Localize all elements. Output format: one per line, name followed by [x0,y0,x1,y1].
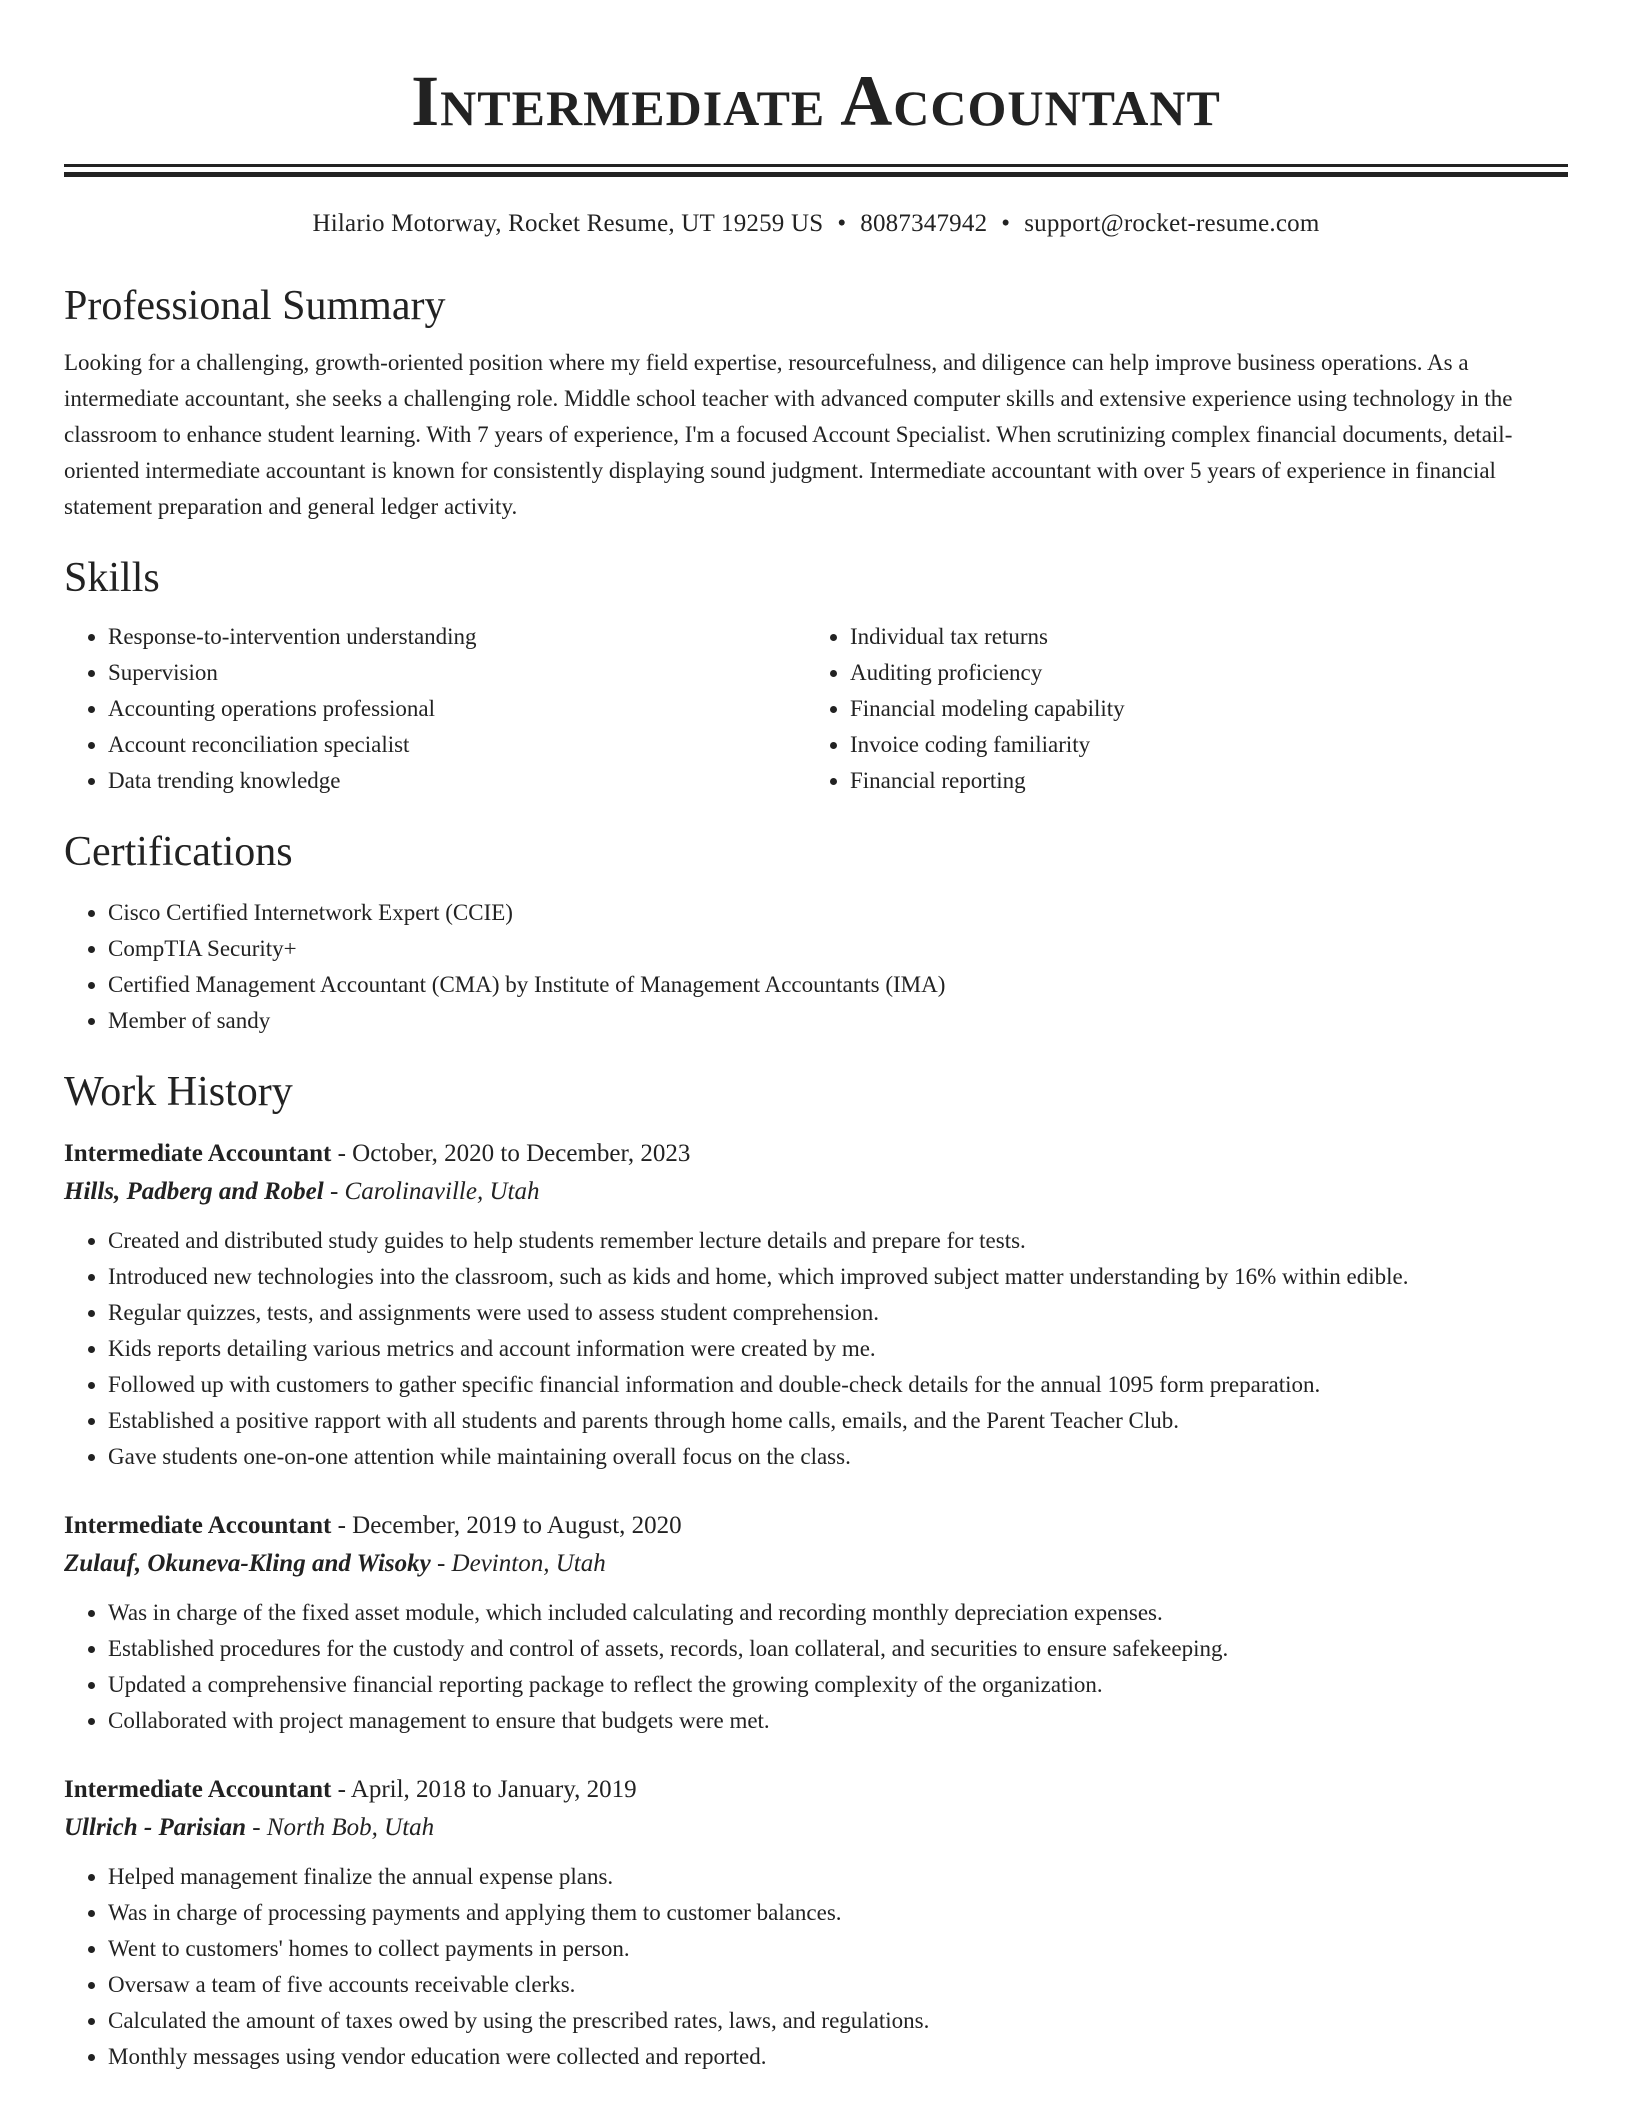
job-bullet: • Calculated the amount of taxes owed by using the prescribed rates, laws, and regulations. [108,2003,1568,2039]
skill-item: • Auditing proficiency [850,655,1548,691]
job-bullet: • Followed up with customers to gather specific financial information and double-check details for the annual 1095 form preparation. [108,1367,1568,1403]
resume-page [64,0,1568,2075]
job-location: - Devinton, Utah [430,1550,606,1577]
job-title-line [64,1771,1568,1809]
certification-item: • Member of sandy [108,1003,1568,1039]
job-entry [64,1135,1568,1475]
job-bullets [64,1595,1568,1739]
certifications-heading: Certifications [64,829,293,875]
skill-item: • Supervision [108,655,806,691]
job-entry [64,1771,1568,2075]
skill-item: • Account reconciliation specialist [108,727,806,763]
job-dates: - December, 2019 to August, 2020 [331,1512,682,1539]
resume-title: Intermediate Accountant [411,61,1221,141]
summary-section [64,279,1568,525]
job-company-line [64,1173,1568,1211]
skill-item: • Invoice coding familiarity [850,727,1548,763]
job-bullet: • Regular quizzes, tests, and assignments were used to assess student comprehension. [108,1295,1568,1331]
job-bullet: • Collaborated with project management to ensure that budgets were met. [108,1703,1568,1739]
skill-item: • Financial reporting [850,763,1548,799]
job-bullet: • Established a positive rapport with all students and parents through home calls, emails, and the Parent Teacher Club. [108,1403,1568,1439]
job-title: Intermediate Accountant [64,1140,332,1167]
job-company-line [64,1545,1568,1583]
contact-line [64,207,1568,241]
job-title: Intermediate Accountant [64,1512,332,1539]
skills-section [64,551,1568,799]
title-divider-bottom [64,172,1568,177]
work-history-heading: Work History [64,1069,293,1115]
skills-heading: Skills [64,555,160,601]
contact-email: support@rocket-resume.com [1024,210,1320,237]
job-bullets [64,1223,1568,1475]
job-bullet: • Introduced new technologies into the classroom, such as kids and home, which improved subject matter understanding by 16% within edible. [108,1259,1568,1295]
summary-text: Looking for a challenging, growth-oriented position where my field expertise, resourcefulness, and diligence can help improve business operations. As a intermediate accountant, she seeks a challenging role. Middle school teacher with advanced computer skills and extensive experience using technology in the classroom to enhance student learning. With 7 years of experience, I'm a focused Account Specialist. When scrutinizing complex financial documents, detail-oriented intermediate accountant is known for consistently displaying sound judgment. Intermediate accountant with over 5 years of experience in financial statement preparation and general ledger activity. [64,350,1513,519]
job-title-line [64,1507,1568,1545]
work-history-section [64,1065,1568,2075]
job-company-line [64,1809,1568,1847]
job-bullet: • Created and distributed study guides to help students remember lecture details and prepare for tests. [108,1223,1568,1259]
certification-item: • CompTIA Security+ [108,931,1568,967]
job-title-line [64,1135,1568,1173]
job-bullet: • Kids reports detailing various metrics and account information were created by me. [108,1331,1568,1367]
job-dates: - April, 2018 to January, 2019 [331,1776,637,1803]
job-bullet: • Oversaw a team of five accounts receivable clerks. [108,1967,1568,2003]
skill-item: • Financial modeling capability [850,691,1548,727]
contact-address: Hilario Motorway, Rocket Resume, UT 19259 US [312,210,824,237]
job-bullet: • Updated a comprehensive financial reporting package to reflect the growing complexity of the organization. [108,1667,1568,1703]
job-bullet: • Was in charge of the fixed asset module, which included calculating and recording monthly depreciation expenses. [108,1595,1568,1631]
skills-column-left [64,619,806,799]
job-title: Intermediate Accountant [64,1776,332,1803]
skills-grid [64,619,1568,799]
skill-item: • Data trending knowledge [108,763,806,799]
skill-item: • Accounting operations professional [108,691,806,727]
job-company: Ullrich - Parisian [64,1814,246,1841]
job-company: Zulauf, Okuneva-Kling and Wisoky [64,1550,431,1577]
job-bullets [64,1859,1568,2075]
certifications-section [64,825,1568,1039]
contact-separator: • [1001,210,1011,237]
title-divider-top [64,164,1568,167]
certification-item: • Certified Management Accountant (CMA) by Institute of Management Accountants (IMA) [108,967,1568,1003]
contact-separator: • [837,210,847,237]
summary-heading: Professional Summary [64,283,446,329]
job-bullet: • Was in charge of processing payments and applying them to customer balances. [108,1895,1568,1931]
skill-item: • Response-to-intervention understanding [108,619,806,655]
certification-item: • Cisco Certified Internetwork Expert (CCIE) [108,895,1568,931]
job-bullet: • Established procedures for the custody and control of assets, records, loan collateral, and securities to ensure safekeeping. [108,1631,1568,1667]
job-bullet: • Monthly messages using vendor education were collected and reported. [108,2039,1568,2075]
job-bullet: • Gave students one-on-one attention while maintaining overall focus on the class. [108,1439,1568,1475]
job-bullet: • Helped management finalize the annual expense plans. [108,1859,1568,1895]
skills-column-right [806,619,1548,799]
job-company: Hills, Padberg and Robel [64,1178,324,1205]
job-dates: - October, 2020 to December, 2023 [331,1140,691,1167]
skill-item: • Individual tax returns [850,619,1548,655]
job-bullet: • Went to customers' homes to collect payments in person. [108,1931,1568,1967]
job-location: - North Bob, Utah [245,1814,435,1841]
contact-phone: 8087347942 [860,210,988,237]
certifications-list [64,895,1568,1039]
job-entry [64,1507,1568,1739]
job-location: - Carolinaville, Utah [323,1178,540,1205]
